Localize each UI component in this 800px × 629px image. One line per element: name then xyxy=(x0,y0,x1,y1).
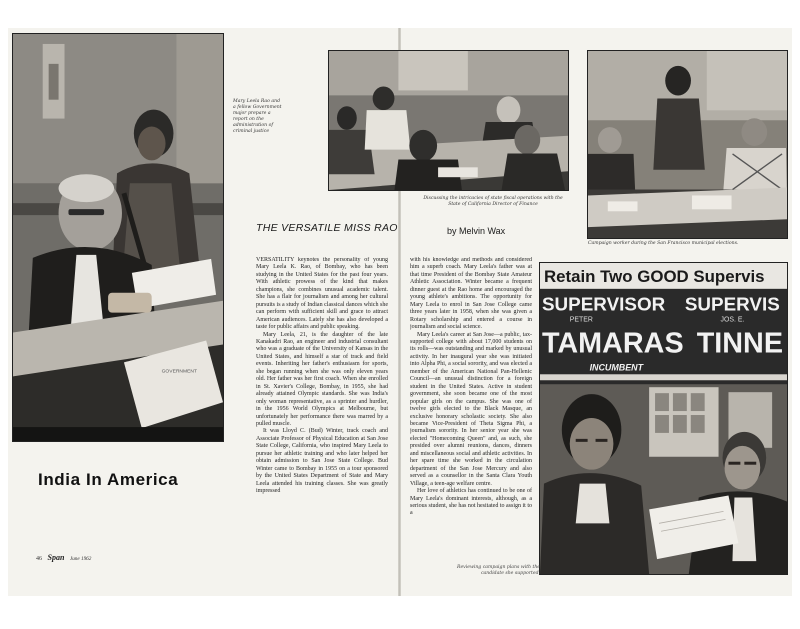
photo-study-session xyxy=(12,33,224,442)
caption-top-right: Campaign worker during the San Francisco municipal elections. xyxy=(588,241,739,246)
photo-campaign-poster xyxy=(539,262,788,575)
page-number: 46 xyxy=(36,556,42,562)
paragraph: It was Lloyd C. (Bud) Winter, track coach and Associate Professor of Physical Education at San Jose State College, California, who inspired Mary Leela to pursue her athletic training and who later helped her obtain admission to San Jose State College. Bud Winter came to Bombay in 1955 on a tour sponsored by the United States Department of State and Mary Leela attended his training classes. She was greatly impressed xyxy=(256,428,388,495)
caption-top-middle: Discussing the intricacies of state fiscal operations with the State of California Director of Finance xyxy=(423,196,563,207)
caption-top-left: Mary Leela Rao and a fellow Government major prepare a report on the administration of criminal justice xyxy=(233,99,282,134)
page-title: India In America xyxy=(38,470,179,489)
article-column-2 xyxy=(410,257,532,563)
poster-line-1: Retain Two GOOD Supervis xyxy=(543,266,765,286)
poster-line-4: INCUMBENT xyxy=(589,362,644,373)
poster-line-2b: SUPERVIS xyxy=(684,293,780,315)
paragraph: Her love of athletics has continued to be one of Mary Leela's dominant interests, although, as a serious student, she has not hesitated to assign it to a xyxy=(410,488,532,517)
poster-name-small-a: PETER xyxy=(569,316,593,324)
magazine-name: Span xyxy=(47,553,65,562)
svg-text:GOVERNMENT: GOVERNMENT xyxy=(161,369,198,375)
article-title: THE VERSATILE MISS RAO xyxy=(256,222,398,234)
paragraph: VERSATILITY keynotes the personality of young Mary Leela K. Rao, of Bombay, who has been studying in the United States for the past four years. With athletic prowess of the kind that makes champions, she combines unusual academic talent. She has a flair for journalism and among her cultural pursuits is a study of Indian classical dances which she can perform with sufficient skill and grace to attract American audiences. Lately she has also developed a taste for public affairs and public speaking. xyxy=(256,257,388,331)
poster-line-3b: TINNE xyxy=(696,327,784,360)
paragraph: Mary Leela's career at San Jose—a public, tax-supported college with about 17,000 students on its rolls—was outstanding and marked by unusual activity. In her inaugural year she was initiated into Alpha Phi, a social sorority, and was elected a member of the American National Pan-Hellenic Council—an unusual distinction for a foreign student in the United States. Active in student government, she soon became one of the most popular girls on the campus. She was one of twelve girls elected to the Black Masque, an exclusive honorary scholastic society. She also became Vice-President of Theta Sigma Phi, a journalism sorority. In her senior year she was elected "Homecoming Queen" and, as such, she presided over alumni reunions, dances, dinners and miscellaneous social and athletic activities. In her spare time she worked in the circulation department of the San Jose Mercury and also served as a counsellor in the Santa Clara Youth Village, a teen-age welfare centre. xyxy=(410,331,532,487)
paragraph: with his knowledge and methods and considered him a superb coach. Mary Leela's father was at that time President of the Bombay State Amateur Athletic Association. Winter became a frequent dinner guest at the Rao home and encouraged the young athlete's ambitions. The opportunity for Mary Leela to enrol in San Jose College came three years later in 1958, when she was given a Rotary scholarship and entered a course in journalism and social science. xyxy=(410,257,532,331)
photo-finance-meeting xyxy=(328,50,569,191)
article-column-1 xyxy=(256,257,388,563)
paragraph: Mary Leela, 21, is the daughter of the late Kanakadri Rao, an engineer and industrial consultant who was a graduate of the University of Kansas in the United States, and himself a star of track and field events. Inheriting her father's enthusiasm for sports, she began running when she was only eleven years old. Her father was her first coach. When she enrolled in St. Xavier's College, Bombay, in 1955, she had already attained Olympic standards. She was India's only woman representative, as a sprinter and hurdler, in the 1956 World Olympics at Melbourne, but unfortunately her performance there was marred by a pulled muscle. xyxy=(256,331,388,427)
caption-bottom-right: Reviewing campaign plans with the candidate she supported. xyxy=(456,565,540,576)
page-folio xyxy=(36,553,91,562)
poster-name-small-b: JOS. E. xyxy=(720,316,745,324)
article-byline: by Melvin Wax xyxy=(447,226,506,236)
issue-date: June 1962 xyxy=(69,556,92,562)
poster-line-3a: TAMARAS xyxy=(541,327,684,360)
photo-campaign-office xyxy=(587,50,788,239)
poster-line-2a: SUPERVISOR xyxy=(541,293,666,315)
